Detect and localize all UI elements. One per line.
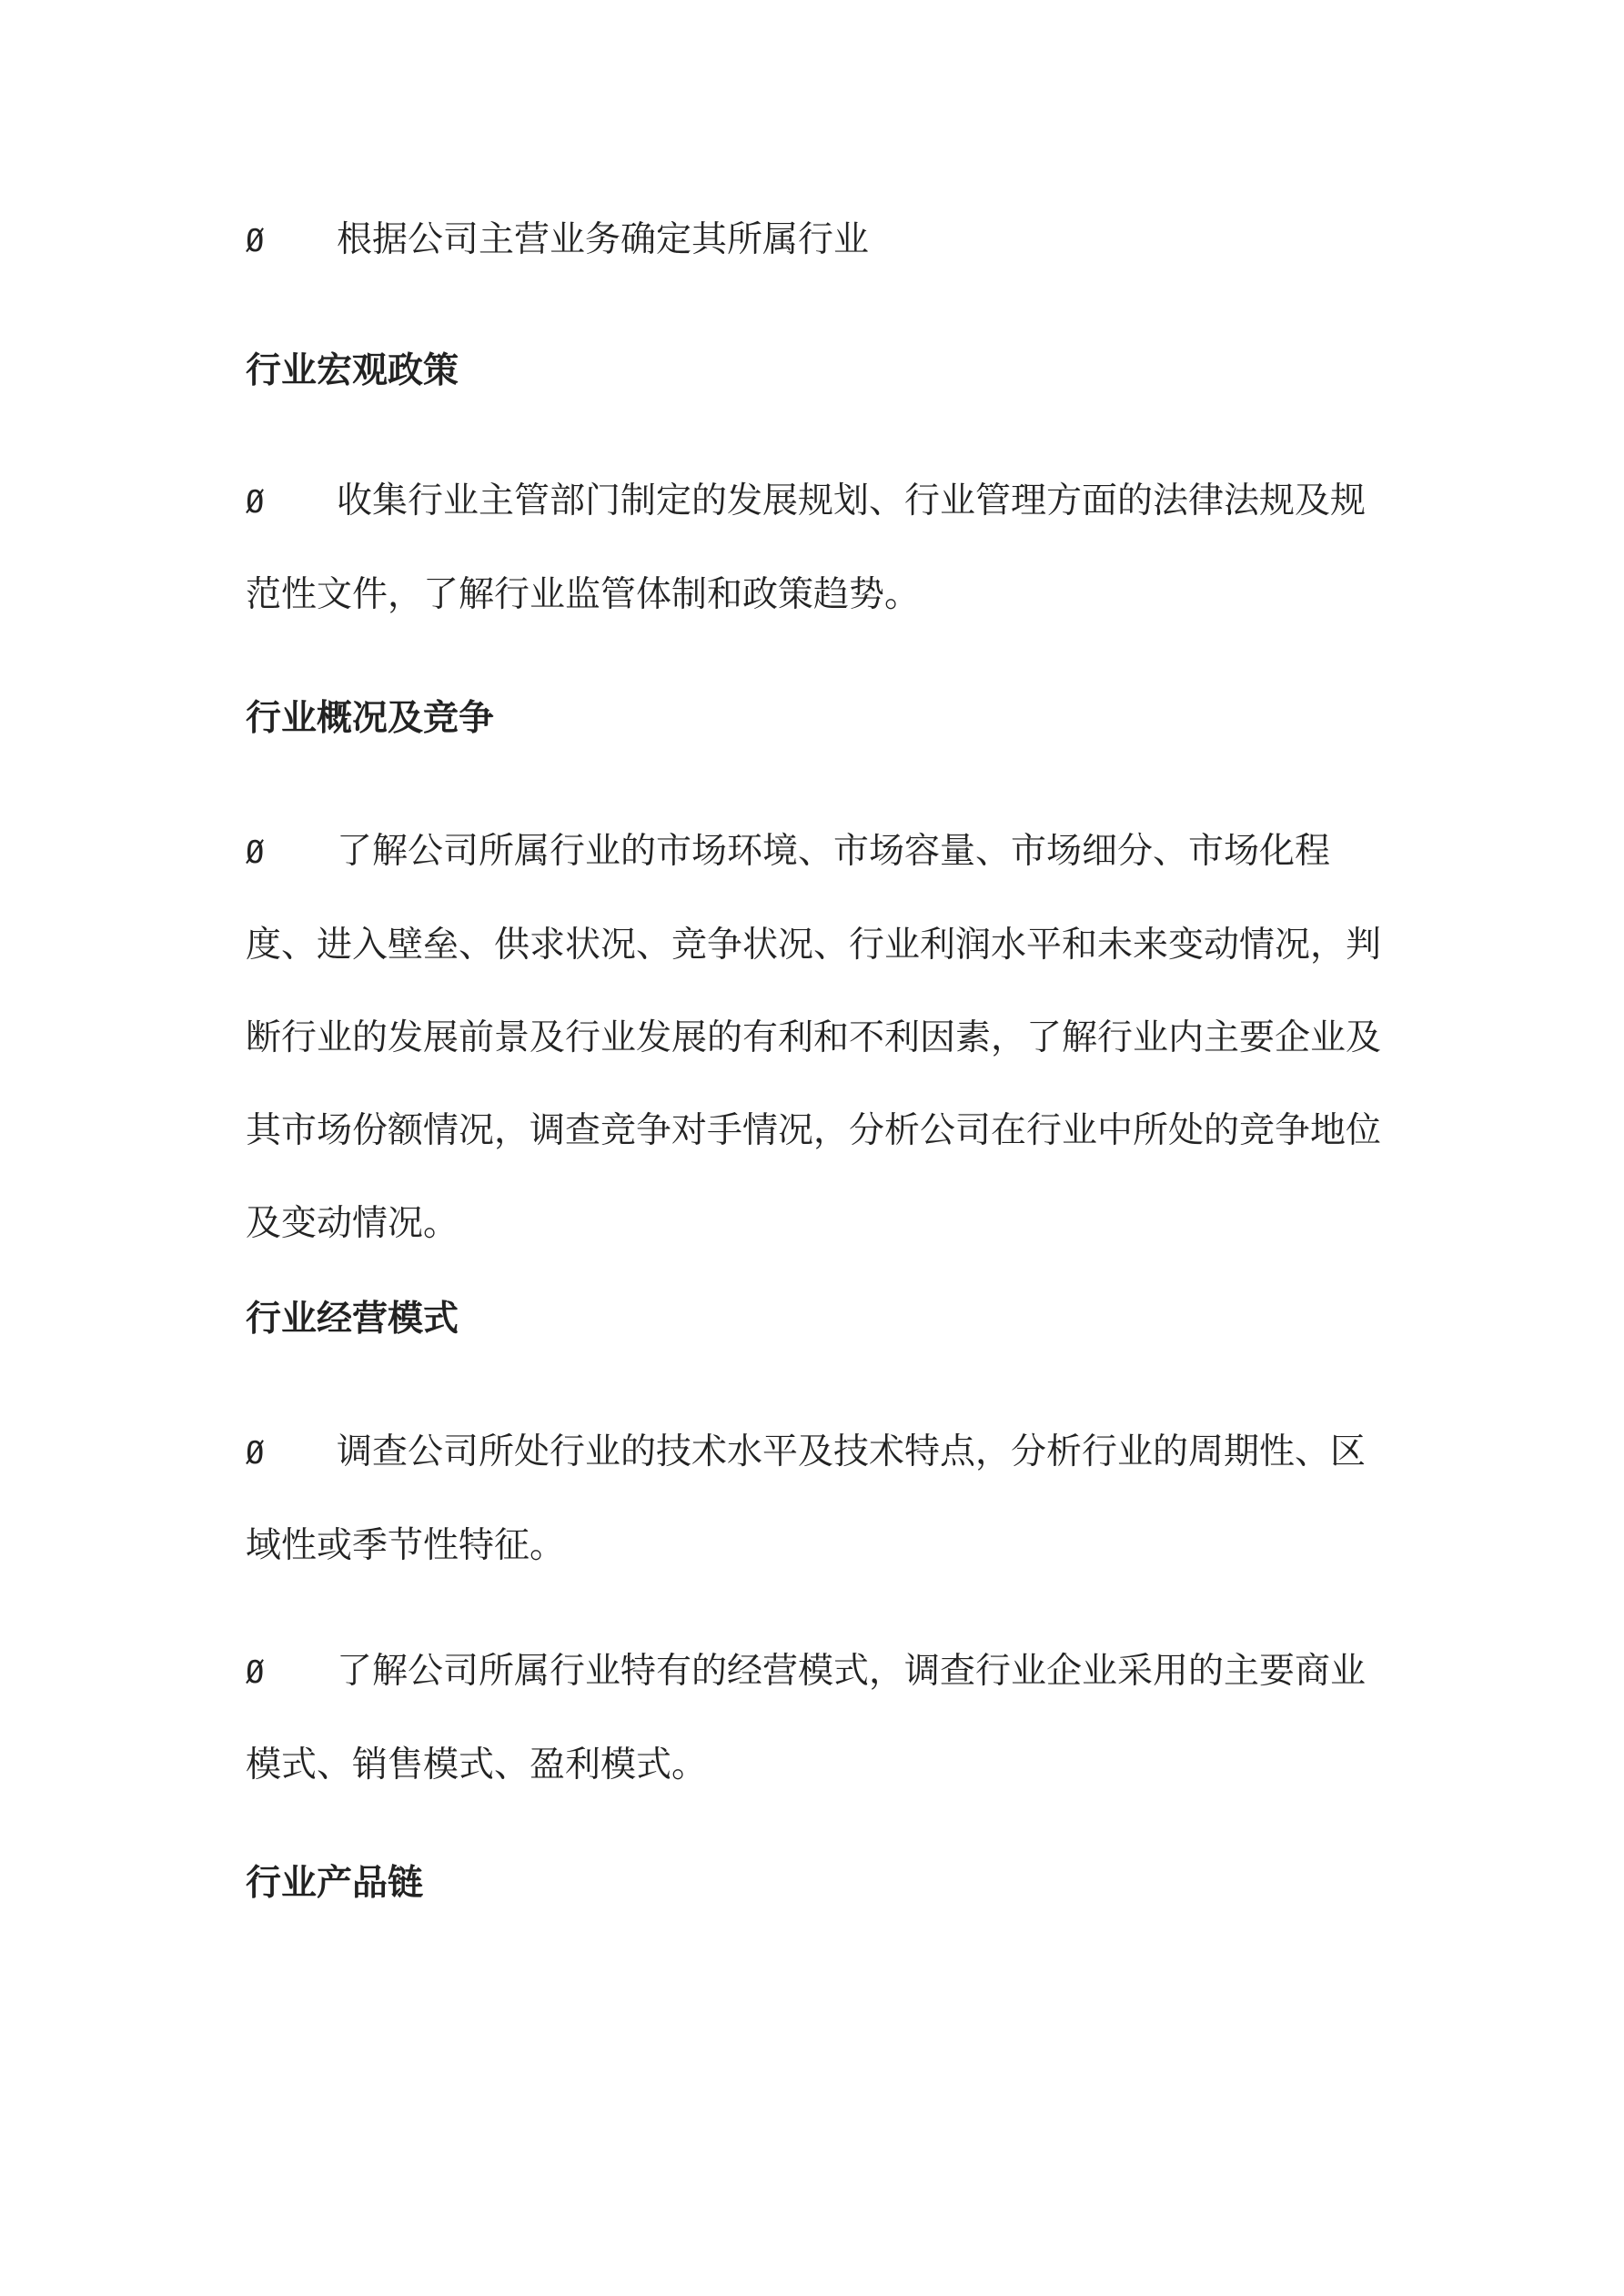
bullet-paragraph [246,194,1392,288]
bullet-symbol: Ø [246,1654,265,1691]
bullet-symbol: Ø [246,484,265,521]
bullet-symbol: Ø [246,223,265,259]
section-heading: 行业经营模式 [246,1299,459,1340]
paragraph-text: 收集行业主管部门制定的发展规划、行业管理方面的法律法规及规范性文件，了解行业监管体制和政策趋势。 [246,480,1367,615]
bullet-paragraph [246,455,1392,642]
paragraph-text: 调查公司所处行业的技术水平及技术特点，分析行业的周期性、区域性或季节性特征。 [246,1431,1367,1566]
paragraph-text: 了解公司所属行业的市场环境、市场容量、市场细分、市场化程度、进入壁垒、供求状况、竞争状况、行业利润水平和未来变动情况，判断行业的发展前景及行业发展的有利和不利因素，了解行业内主要企业及其市场份额情况，调查竞争对手情况，分析公司在行业中所处的竞争地位及变动情况。 [246,831,1382,1244]
section-heading: 行业宏观政策 [246,350,459,391]
bullet-symbol: Ø [246,834,265,871]
section-heading: 行业产品链 [246,1863,424,1904]
bullet-paragraph [246,805,1392,1270]
bullet-paragraph [246,1625,1392,1812]
paragraph-text: 了解公司所属行业特有的经营模式，调查行业企业采用的主要商业模式、销售模式、盈利模式。 [246,1651,1367,1785]
bullet-paragraph [246,1406,1392,1593]
bullet-symbol: Ø [246,1435,265,1472]
section-heading: 行业概况及竞争 [246,698,495,739]
paragraph-text: 根据公司主营业务确定其所属行业 [337,219,870,260]
